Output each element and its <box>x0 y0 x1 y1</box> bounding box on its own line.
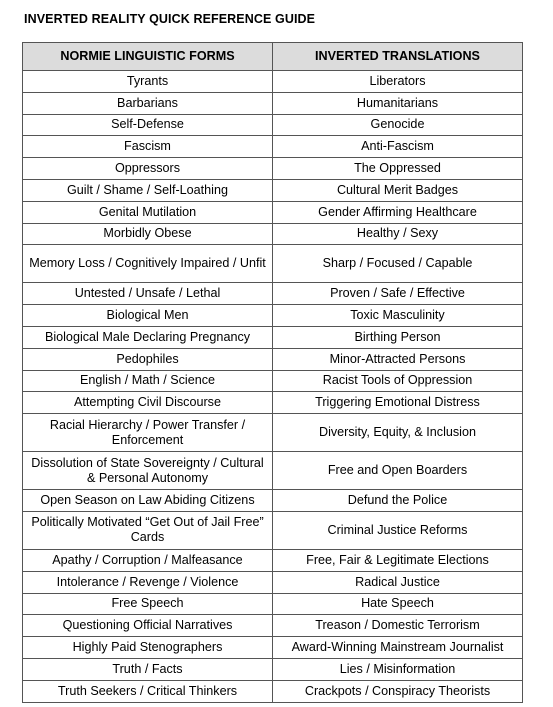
inverted-translation-cell: Birthing Person <box>273 326 523 348</box>
table-row <box>23 158 523 180</box>
table-row <box>23 549 523 571</box>
inverted-translation-cell: Cultural Merit Badges <box>273 179 523 201</box>
table-row <box>23 136 523 158</box>
normie-form-cell: Morbidly Obese <box>23 223 273 245</box>
inverted-translation-cell: Free and Open Boarders <box>273 452 523 490</box>
table-row <box>23 680 523 702</box>
normie-form-cell: Tyrants <box>23 71 273 93</box>
table-row <box>23 348 523 370</box>
header-normie-forms: NORMIE LINGUISTIC FORMS <box>23 43 273 71</box>
normie-form-cell: Self-Defense <box>23 114 273 136</box>
normie-form-cell: Apathy / Corruption / Malfeasance <box>23 549 273 571</box>
normie-form-cell: Barbarians <box>23 92 273 114</box>
table-row <box>23 571 523 593</box>
header-inverted-translations: INVERTED TRANSLATIONS <box>273 43 523 71</box>
normie-form-cell: Memory Loss / Cognitively Impaired / Unfit <box>23 245 273 283</box>
normie-form-cell: Politically Motivated “Get Out of Jail Free” Cards <box>23 511 273 549</box>
inverted-translation-cell: Toxic Masculinity <box>273 305 523 327</box>
inverted-translation-cell: Sharp / Focused / Capable <box>273 245 523 283</box>
table-row <box>23 490 523 512</box>
normie-form-cell: Questioning Official Narratives <box>23 615 273 637</box>
inverted-translation-cell: Healthy / Sexy <box>273 223 523 245</box>
inverted-translation-cell: Anti-Fascism <box>273 136 523 158</box>
table-row <box>23 114 523 136</box>
table-row <box>23 392 523 414</box>
inverted-translation-cell: Radical Justice <box>273 571 523 593</box>
inverted-translation-cell: Crackpots / Conspiracy Theorists <box>273 680 523 702</box>
inverted-translation-cell: Liberators <box>273 71 523 93</box>
page-title: INVERTED REALITY QUICK REFERENCE GUIDE <box>24 12 316 26</box>
reference-table <box>22 42 523 703</box>
inverted-translation-cell: Proven / Safe / Effective <box>273 283 523 305</box>
inverted-translation-cell: Criminal Justice Reforms <box>273 511 523 549</box>
inverted-translation-cell: Minor-Attracted Persons <box>273 348 523 370</box>
normie-form-cell: Free Speech <box>23 593 273 615</box>
inverted-translation-cell: Gender Affirming Healthcare <box>273 201 523 223</box>
table-row <box>23 283 523 305</box>
inverted-translation-cell: Diversity, Equity, & Inclusion <box>273 414 523 452</box>
table-row <box>23 305 523 327</box>
inverted-translation-cell: The Oppressed <box>273 158 523 180</box>
table-row <box>23 223 523 245</box>
table-row <box>23 593 523 615</box>
inverted-translation-cell: Lies / Misinformation <box>273 658 523 680</box>
normie-form-cell: Fascism <box>23 136 273 158</box>
normie-form-cell: Highly Paid Stenographers <box>23 637 273 659</box>
normie-form-cell: Open Season on Law Abiding Citizens <box>23 490 273 512</box>
table-row <box>23 511 523 549</box>
table-row <box>23 452 523 490</box>
table-row <box>23 658 523 680</box>
table-row <box>23 179 523 201</box>
normie-form-cell: Intolerance / Revenge / Violence <box>23 571 273 593</box>
normie-form-cell: English / Math / Science <box>23 370 273 392</box>
normie-form-cell: Genital Mutilation <box>23 201 273 223</box>
normie-form-cell: Pedophiles <box>23 348 273 370</box>
table-header-row <box>23 43 523 71</box>
table-row <box>23 326 523 348</box>
normie-form-cell: Truth / Facts <box>23 658 273 680</box>
table-row <box>23 414 523 452</box>
table-body <box>23 71 523 703</box>
table-row <box>23 71 523 93</box>
inverted-translation-cell: Treason / Domestic Terrorism <box>273 615 523 637</box>
normie-form-cell: Guilt / Shame / Self-Loathing <box>23 179 273 201</box>
inverted-translation-cell: Racist Tools of Oppression <box>273 370 523 392</box>
table-row <box>23 370 523 392</box>
normie-form-cell: Biological Male Declaring Pregnancy <box>23 326 273 348</box>
normie-form-cell: Oppressors <box>23 158 273 180</box>
normie-form-cell: Attempting Civil Discourse <box>23 392 273 414</box>
normie-form-cell: Biological Men <box>23 305 273 327</box>
normie-form-cell: Untested / Unsafe / Lethal <box>23 283 273 305</box>
inverted-translation-cell: Genocide <box>273 114 523 136</box>
table-row <box>23 245 523 283</box>
normie-form-cell: Racial Hierarchy / Power Transfer / Enforcement <box>23 414 273 452</box>
inverted-translation-cell: Award-Winning Mainstream Journalist <box>273 637 523 659</box>
inverted-translation-cell: Defund the Police <box>273 490 523 512</box>
normie-form-cell: Truth Seekers / Critical Thinkers <box>23 680 273 702</box>
inverted-translation-cell: Triggering Emotional Distress <box>273 392 523 414</box>
normie-form-cell: Dissolution of State Sovereignty / Cultural & Personal Autonomy <box>23 452 273 490</box>
table-row <box>23 637 523 659</box>
table-row <box>23 201 523 223</box>
table-row <box>23 92 523 114</box>
table-row <box>23 615 523 637</box>
inverted-translation-cell: Hate Speech <box>273 593 523 615</box>
inverted-translation-cell: Free, Fair & Legitimate Elections <box>273 549 523 571</box>
inverted-translation-cell: Humanitarians <box>273 92 523 114</box>
